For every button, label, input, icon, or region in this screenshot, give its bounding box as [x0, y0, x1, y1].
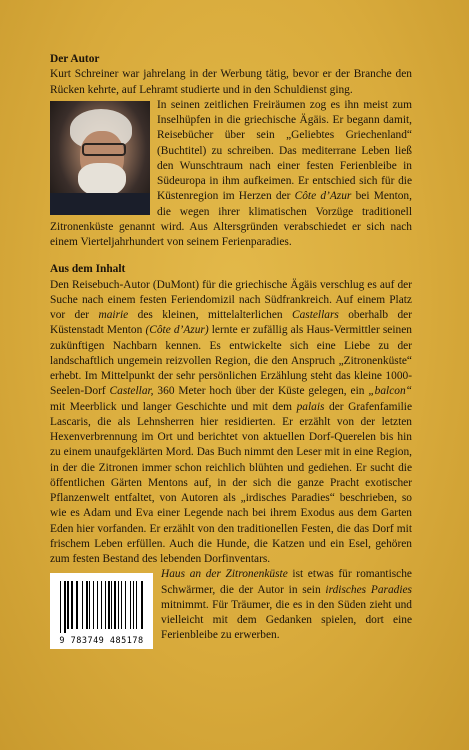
barcode-bar: [82, 581, 83, 629]
barcode-bar: [111, 581, 112, 629]
barcode-bar: [86, 581, 88, 629]
barcode-bar: [89, 581, 90, 629]
barcode-bar: [121, 581, 122, 629]
barcode-bar: [130, 581, 131, 629]
author-bio: In seinen zeitlichen Freiräumen zog es ihn meist zum Inselhüpfen in die griechische Ägäis. Er begann damit, Reisebücher über sein „Geliebtes Griechenland“ (Buchtitel) zu schreiben. Das mediterrane Leben ließ den Wunschtraum nach einer festen Ferienbleibe in Südeuropa in ihm aufkeimen. Er entschied sich für die Küstenregion im Herzen der Côte d’Azur bei Menton, die wegen ihrer klimatischen Vorzüge traditionell Zitronenküste genannt wird. Aus Altersgründen verabschiedet er sich nach einem Vierteljahrhundert von seinem Ferienparadies.: [50, 98, 412, 248]
barcode-bars: [58, 581, 146, 633]
barcode-bar: [114, 581, 116, 629]
barcode-bar: [71, 581, 73, 629]
barcode-bar: [97, 581, 98, 629]
content-closing: Haus an der Zitronenküste ist etwas für romantische Schwärmer, die der Autor in sein irdisches Paradies mitnimmt. Für Träumer, die es in den Süden zieht und vielleicht mit dem Gedanken spielen, dort eine Ferienbleibe zu erwerben.: [161, 568, 412, 642]
barcode-bar: [136, 581, 137, 629]
back-cover-text: [50, 52, 412, 649]
content-heading: Aus dem Inhalt: [50, 263, 126, 276]
barcode-bar: [118, 581, 119, 629]
barcode-bar: [133, 581, 134, 629]
content-summary: Den Reisebuch-Autor (DuMont) für die griechische Ägäis verschlug es auf der Suche nach einem festen Feriendomizil nach Südfrankreich. Auf einem Platz vor der mairie des kleinen, mittelalterlichen Castellars oberhalb der Küstenstadt Menton (Côte d’Azur) lernte er zufällig als Haus-Vermittler seinen zukünftigen Nachbarn kennen. Es entwickelte sich eine Liebe zu der landschaftlich ungemein reizvollen Region, die den Anspruch „Zitronenküste“ erhebt. Im Mittelpunkt der sehr persönlichen Erzählung steht das kleine 1000-Seelen-Dorf Castellar, 360 Meter hoch über der Küste gelegen, ein „balcon“ mit Meerblick und langer Geschichte und mit dem palais der Grafenfamilie Lascaris, die als Lehnsherren hier residierten. Er erzählt von der letzten Hexenverbrennung im Ort und berichtet von aktuellen Dorf-Querelen bis hin zu einem unaufgeklärten Mord. Das Buch nimmt den Leser mit in eine Region, in der die Zitronen immer schon reichlich blühten und gediehen. Er sucht die öffentlichen Gärten Mentons auf, in der sich die ganze Pracht exotischer Pflanzenwelt entfaltet, von Autoren als „irdisches Paradies“ beschrieben, so wie es Adam und Eva einer Legende nach bei ihrem Exodus aus dem Garten Eden hier vorfanden. Er erzählt von den traditionellen Festen, die das Dorf mit frischem Leben erfüllen. Auch die Hunde, die Katzen und ein Esel, gehören zum festen Bestand des lebenden Dorfinventars.: [50, 278, 413, 565]
barcode-bar: [141, 581, 143, 629]
isbn-number: 9 783749 485178: [59, 636, 144, 646]
author-intro: Kurt Schreiner war jahrelang in der Werbung tätig, bevor er der Branche den Rücken kehrte, auf Lehramt studierte und in den Schuldienst ging.: [50, 68, 412, 96]
barcode-bar: [67, 581, 69, 629]
barcode-bar: [60, 581, 61, 633]
barcode-bar: [108, 581, 110, 629]
barcode-bar: [64, 581, 66, 633]
barcode-bar: [101, 581, 102, 629]
barcode-bar: [76, 581, 78, 629]
author-photo: [50, 101, 150, 215]
isbn-barcode: [50, 573, 153, 649]
author-heading: Der Autor: [50, 53, 100, 65]
barcode-bar: [93, 581, 94, 629]
barcode-bar: [105, 581, 106, 629]
barcode-bar: [125, 581, 126, 629]
